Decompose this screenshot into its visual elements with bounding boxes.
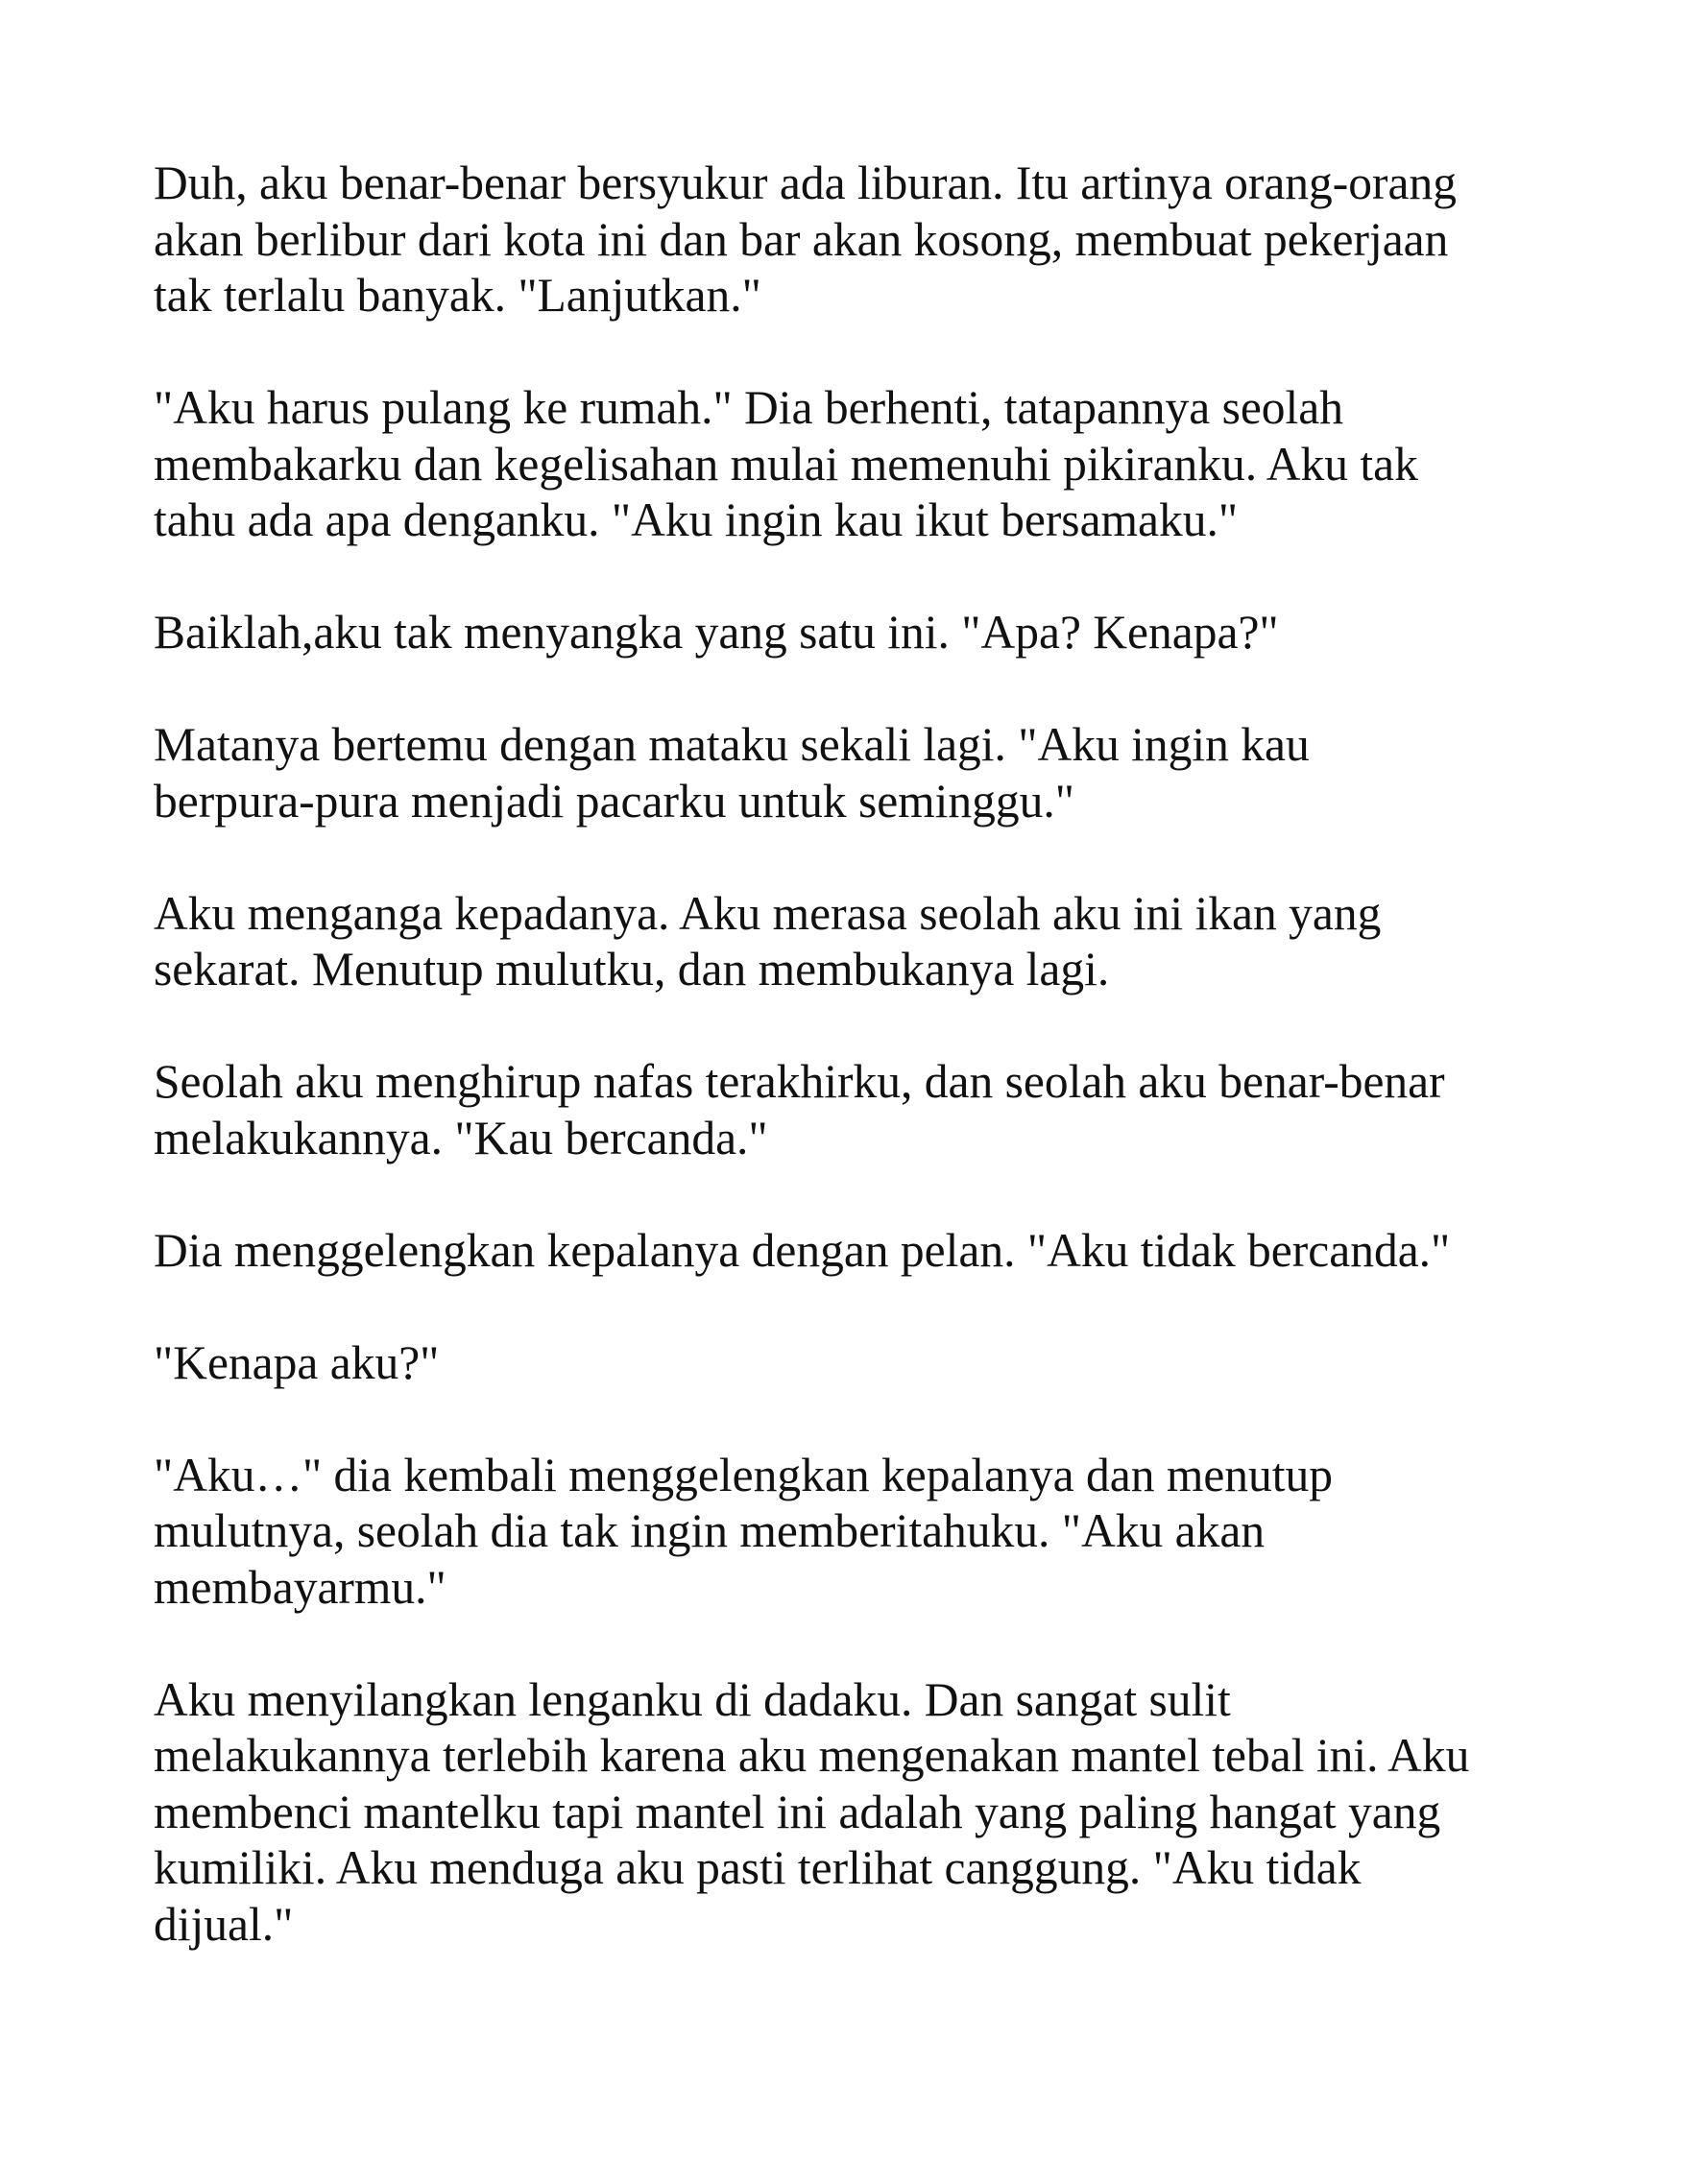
text-line: Aku menyilangkan lenganku di dadaku. Dan sangat sulit [154, 1672, 1231, 1726]
text-line: dijual." [154, 1897, 294, 1951]
text-line: tahu ada apa denganku. "Aku ingin kau ikut bersamaku." [154, 493, 1239, 546]
text-line: "Aku harus pulang ke rumah." Dia berhenti, tatapannya seolah [154, 381, 1344, 434]
paragraph [154, 1335, 1555, 1392]
text-line: kumiliki. Aku menduga aku pasti terlihat canggung. "Aku tidak [154, 1841, 1362, 1894]
text-line: membenci mantelku tapi mantel ini adalah yang paling hangat yang [154, 1785, 1441, 1838]
paragraph [154, 156, 1555, 324]
text-line: sekarat. Menutup mulutku, dan membukanya lagi. [154, 943, 1110, 996]
text-line: tak terlalu banyak. "Lanjutkan." [154, 269, 761, 322]
text-line: Duh, aku benar-benar bersyukur ada liburan. Itu artinya orang-orang [154, 156, 1457, 209]
text-line: mulutnya, seolah dia tak ingin memberitahuku. "Aku akan [154, 1504, 1266, 1557]
text-line: melakukannya terlebih karena aku mengenakan mantel tebal ini. Aku [154, 1729, 1470, 1782]
paragraph [154, 1223, 1555, 1280]
text-line: berpura-pura menjadi pacarku untuk seminggu." [154, 774, 1075, 828]
paragraph [154, 1448, 1555, 1617]
text-line: Dia menggelengkan kepalanya dengan pelan. "Aku tidak bercanda." [154, 1223, 1451, 1277]
text-line: membayarmu." [154, 1560, 446, 1614]
paragraph [154, 717, 1555, 829]
text-line: Seolah aku menghirup nafas terakhirku, dan seolah aku benar-benar [154, 1055, 1445, 1108]
paragraph [154, 605, 1555, 661]
paragraph [154, 1672, 1555, 1954]
text-line: melakukannya. "Kau bercanda." [154, 1111, 768, 1164]
text-line: akan berlibur dari kota ini dan bar akan kosong, membuat pekerjaan [154, 212, 1449, 266]
paragraph [154, 886, 1555, 998]
text-line: Baiklah,aku tak menyangka yang satu ini. "Apa? Kenapa?" [154, 606, 1279, 659]
text-line: membakarku dan kegelisahan mulai memenuhi pikiranku. Aku tak [154, 437, 1418, 491]
text-line: "Aku…" dia kembali menggelengkan kepalanya dan menutup [154, 1448, 1334, 1501]
text-line: Matanya bertemu dengan mataku sekali lagi. "Aku ingin kau [154, 718, 1310, 771]
paragraph [154, 380, 1555, 549]
document-body [154, 156, 1555, 2009]
text-line: Aku menganga kepadanya. Aku merasa seolah aku ini ikan yang [154, 886, 1382, 940]
text-line: "Kenapa aku?" [154, 1335, 440, 1389]
paragraph [154, 1054, 1555, 1166]
